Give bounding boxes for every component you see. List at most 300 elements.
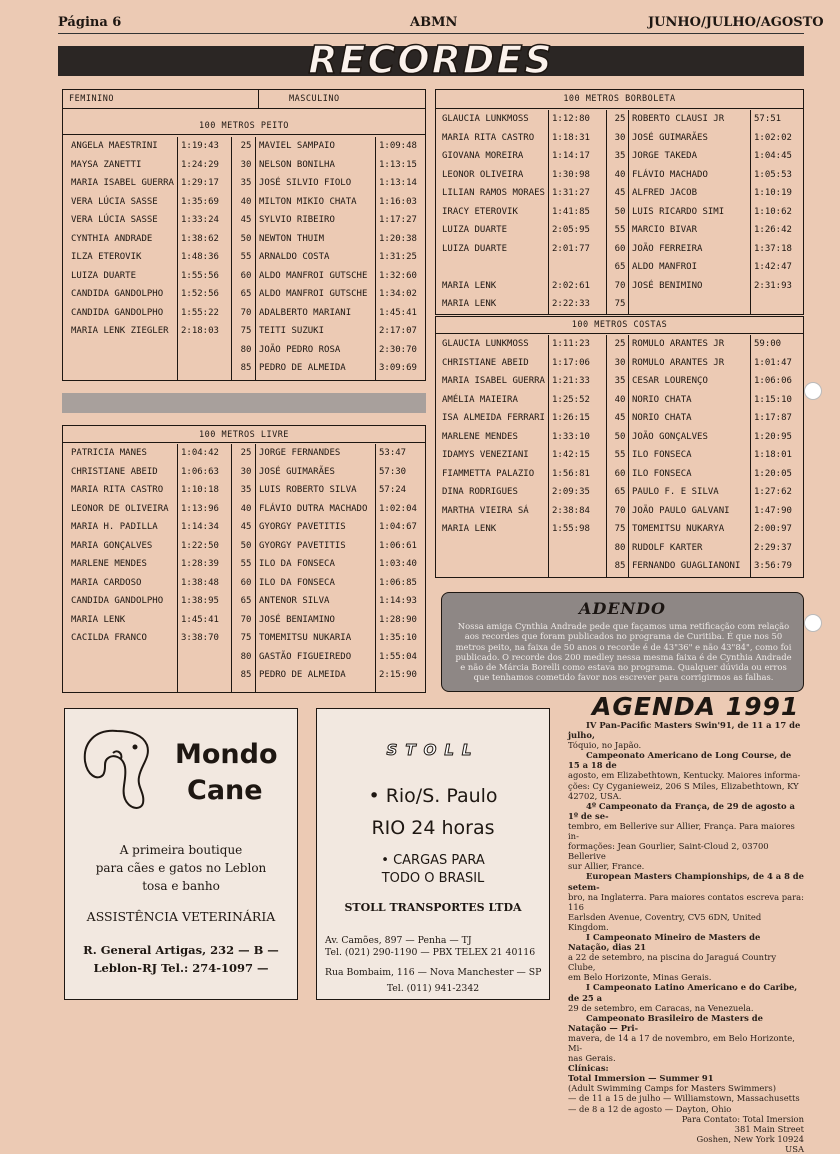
adendo-title: ADENDO xyxy=(579,599,666,618)
column-divider xyxy=(177,444,178,692)
male-swimmer: MARCIO BIVAR xyxy=(632,225,698,235)
agenda-line: I Campeonato Latino Americano e do Caribe, de 25 a xyxy=(568,982,798,1003)
female-swimmer: MARLENE MENDES xyxy=(442,431,518,442)
dog-logo-icon xyxy=(77,723,157,817)
male-swimmer: PAULO F. E SILVA xyxy=(632,487,719,497)
col-feminino: FEMININO xyxy=(69,94,114,104)
table-row xyxy=(436,446,803,464)
age-group: 35 xyxy=(614,376,626,386)
male-time: 1:04:45 xyxy=(754,151,792,161)
female-swimmer: MARIA ISABEL GUERRA xyxy=(442,376,545,386)
age-group: 30 xyxy=(240,159,252,170)
male-swimmer: FERNANDO GUAGLIANONI xyxy=(632,561,741,571)
table-row xyxy=(436,129,803,147)
agenda-line: mavera, de 14 a 17 de novembro, em Belo Horizonte, Mi- xyxy=(568,1032,795,1053)
age-group: 30 xyxy=(614,357,626,368)
age-group: 65 xyxy=(614,487,626,497)
table-row xyxy=(63,156,425,174)
agenda-line: bro, na Inglaterra. Para maiores contatos escreva para: 116 xyxy=(568,891,804,912)
age-group: 30 xyxy=(614,132,626,143)
male-swimmer: JOÃO PEDRO ROSA xyxy=(259,344,341,355)
age-group: 50 xyxy=(240,540,252,551)
col-masculino: MASCULINO xyxy=(289,94,340,104)
male-time: 1:45:41 xyxy=(379,307,417,318)
table-row xyxy=(63,574,425,592)
table-row xyxy=(436,502,803,520)
adendo-text: Nossa amiga Cynthia Andrade pede que façamos uma retificação com relação aos recordes que foram publicados no programa de Curitiba. É que nos 50 metros peito, na faixa de 50 anos o recorde é de 43"36" e não 43"84", como foi publicado. O recorde dos 200 medley nessa mesma faixa é de Cynthia Andrade e não de Márcia Borelli como estava no programa. Qualquer dúvida ou erros que tenhamos cometido favor nos escrever para corrigirmos as falhas. xyxy=(455,621,792,683)
male-swimmer: ALDO MANFROI GUTSCHE xyxy=(259,289,368,299)
age-group: 60 xyxy=(240,577,252,588)
column-divider xyxy=(177,137,178,380)
female-time: 1:42:15 xyxy=(552,450,590,460)
male-swimmer: JOSÉ GUIMARÃES xyxy=(259,466,335,477)
female-time: 1:19:43 xyxy=(181,141,219,151)
age-group: 30 xyxy=(240,466,252,477)
female-time: 1:22:50 xyxy=(181,540,219,551)
male-time: 53:47 xyxy=(379,448,407,458)
male-swimmer: ROMULO ARANTES JR xyxy=(632,339,725,349)
agenda-line: Total Immersion — Summer 91 xyxy=(568,1073,714,1084)
agenda-line: IV Pan-Pacific Masters Swin'91, de 11 a 17 de julho, xyxy=(568,720,801,741)
female-time: 1:11:23 xyxy=(552,339,590,349)
peito-title: 100 METROS PEITO xyxy=(199,121,289,131)
age-group: 25 xyxy=(240,448,252,458)
male-time: 1:13:15 xyxy=(379,159,417,170)
male-time: 2:17:07 xyxy=(379,326,417,336)
female-swimmer: DINA RODRIGUES xyxy=(442,487,518,497)
male-time: 1:26:42 xyxy=(754,225,792,235)
table-row xyxy=(63,359,425,377)
female-time: 1:38:95 xyxy=(181,596,219,606)
female-swimmer: MARIA GONÇALVES xyxy=(71,540,153,551)
table-row xyxy=(436,335,803,353)
table-row xyxy=(63,518,425,536)
table-row xyxy=(436,240,803,258)
female-swimmer: LUIZA DUARTE xyxy=(442,243,508,254)
male-swimmer: NORIO CHATA xyxy=(632,413,692,423)
age-group: 40 xyxy=(614,394,626,405)
agenda-line: nas Gerais. xyxy=(568,1053,616,1064)
male-swimmer: MAVIEL SAMPAIO xyxy=(259,141,335,151)
livre-title: 100 METROS LIVRE xyxy=(199,430,289,440)
stoll-company: STOLL TRANSPORTES LTDA xyxy=(344,901,522,914)
table-row xyxy=(63,341,425,359)
male-swimmer: JORGE TAKEDA xyxy=(632,151,698,161)
female-swimmer: MARIA H. PADILLA xyxy=(71,522,158,532)
male-swimmer: ALDO MANFROI GUTSCHE xyxy=(259,270,368,281)
male-time: 3:09:69 xyxy=(379,363,417,373)
female-swimmer: MARIA CARDOSO xyxy=(71,577,142,588)
female-time: 1:33:24 xyxy=(181,215,219,225)
male-swimmer: SYLVIO RIBEIRO xyxy=(259,215,335,225)
female-swimmer: MARIA RITA CASTRO xyxy=(71,485,164,495)
table-row xyxy=(436,428,803,446)
borboleta-title: 100 METROS BORBOLETA xyxy=(563,94,676,104)
table-row xyxy=(63,444,425,462)
male-swimmer: NORIO CHATA xyxy=(632,394,692,405)
male-swimmer: PEDRO DE ALMEIDA xyxy=(259,670,346,680)
female-swimmer: IDAMYS VENEZIANI xyxy=(442,450,529,460)
agenda-line: 4º Campeonato da França, de 29 de agosto a 1º de se- xyxy=(568,800,795,821)
female-time: 1:21:33 xyxy=(552,376,590,386)
table-100m-costas xyxy=(435,316,804,578)
female-time: 2:02:61 xyxy=(552,280,590,291)
stoll-line2: RIO 24 horas xyxy=(371,817,495,839)
age-group: 35 xyxy=(614,151,626,161)
male-time: 59:00 xyxy=(754,339,782,349)
agenda-title: AGENDA 1991 xyxy=(592,692,800,721)
female-time: 1:18:31 xyxy=(552,132,590,143)
binder-hole xyxy=(804,614,822,632)
adendo-box xyxy=(441,592,804,692)
female-time: 1:30:98 xyxy=(552,169,590,180)
column-divider xyxy=(548,110,549,314)
male-time: 1:20:38 xyxy=(379,233,417,244)
agenda-line: em Belo Horizonte, Minas Gerais. xyxy=(568,972,712,983)
female-swimmer: CYNTHIA ANDRADE xyxy=(71,233,153,244)
female-time: 2:38:84 xyxy=(552,505,590,516)
column-divider xyxy=(606,335,607,577)
female-time: 1:56:81 xyxy=(552,468,590,479)
male-time: 1:04:67 xyxy=(379,522,417,532)
male-swimmer: CESAR LOURENÇO xyxy=(632,376,708,386)
table-row xyxy=(63,137,425,155)
male-swimmer: ILO FONSECA xyxy=(632,450,692,460)
table-row xyxy=(436,409,803,427)
agenda-line: ções: Cy Cyganieweiz, 206 S Miles, Elizabethtown, KY xyxy=(568,780,799,791)
male-swimmer: TOMEMITSU NUKARYA xyxy=(632,524,725,534)
female-time: 1:55:22 xyxy=(181,307,219,318)
female-time: 2:01:77 xyxy=(552,243,590,254)
female-swimmer: GIOVANA MOREIRA xyxy=(442,151,524,161)
female-time: 1:52:56 xyxy=(181,289,219,299)
costas-title: 100 METROS COSTAS xyxy=(571,320,668,330)
male-swimmer: MILTON MIKIO CHATA xyxy=(259,196,357,207)
agenda-line: 29 de setembro, em Caracas, na Venezuela. xyxy=(568,1002,754,1013)
male-swimmer: FLÁVIO MACHADO xyxy=(632,169,708,180)
age-group: 40 xyxy=(614,169,626,180)
male-swimmer: NEWTON THUIM xyxy=(259,233,325,244)
table-row xyxy=(436,277,803,295)
male-swimmer: ADALBERTO MARIANI xyxy=(259,307,352,318)
female-swimmer: MARIA RITA CASTRO xyxy=(442,132,535,143)
female-time: 1:26:15 xyxy=(552,413,590,423)
male-swimmer: ARNALDO COSTA xyxy=(259,252,330,262)
male-time: 1:01:47 xyxy=(754,357,792,368)
age-group: 35 xyxy=(240,178,252,188)
table-row xyxy=(63,193,425,211)
binder-hole xyxy=(804,382,822,400)
table-row xyxy=(63,666,425,684)
table-row xyxy=(436,465,803,483)
agenda-line: European Masters Championships, de 4 a 8 de setem- xyxy=(568,871,804,892)
male-time: 1:02:02 xyxy=(754,132,792,143)
female-time: 2:18:03 xyxy=(181,326,219,336)
table-row xyxy=(63,555,425,573)
stoll-tel1: Tel. (021) 290-1190 — PBX TELEX 21 40116 xyxy=(325,947,536,958)
age-group: 70 xyxy=(614,505,626,516)
table-row xyxy=(436,557,803,575)
table-row xyxy=(63,463,425,481)
male-time: 1:03:40 xyxy=(379,559,417,569)
male-swimmer: GASTÃO FIGUEIREDO xyxy=(259,651,352,662)
column-divider xyxy=(255,444,256,692)
gray-divider xyxy=(62,393,426,413)
male-swimmer: LUIS ROBERTO SILVA xyxy=(259,485,357,495)
mondo-line4: ASSISTÊNCIA VETERINÁRIA xyxy=(86,909,276,924)
age-group: 85 xyxy=(240,363,252,373)
age-group: 60 xyxy=(240,270,252,281)
male-swimmer: JOSÉ SILVIO FIOLO xyxy=(259,178,352,188)
male-time: 1:09:48 xyxy=(379,141,417,151)
female-time: 1:28:39 xyxy=(181,559,219,569)
female-swimmer: ILZA ETEROVIK xyxy=(71,252,142,262)
column-divider xyxy=(231,444,232,692)
mondo-address: R. General Artigas, 232 — B — xyxy=(83,943,279,957)
age-group: 50 xyxy=(614,206,626,217)
age-group: 60 xyxy=(614,243,626,254)
male-time: 2:29:37 xyxy=(754,542,792,553)
magazine-name: ABMN xyxy=(410,15,458,30)
female-swimmer: MARIA LENK xyxy=(442,280,497,291)
female-time: 3:38:70 xyxy=(181,633,219,643)
male-time: 2:31:93 xyxy=(754,280,792,291)
male-time: 57:24 xyxy=(379,485,407,495)
female-swimmer: CANDIDA GANDOLPHO xyxy=(71,307,164,318)
age-group: 70 xyxy=(240,614,252,625)
age-group: 55 xyxy=(614,450,626,460)
mondo-line1: A primeira boutique xyxy=(119,843,243,857)
age-group: 80 xyxy=(240,651,252,662)
male-swimmer: PEDRO DE ALMEIDA xyxy=(259,363,346,373)
table-100m-borboleta xyxy=(435,89,804,315)
male-swimmer: NELSON BONILHA xyxy=(259,159,335,170)
male-time: 1:34:02 xyxy=(379,289,417,299)
female-time: 1:41:85 xyxy=(552,206,590,217)
female-swimmer: GLAUCIA LUNKMOSS xyxy=(442,339,529,349)
mondo-line2: para cães e gatos no Leblon xyxy=(95,861,267,875)
age-group: 25 xyxy=(614,114,626,124)
male-swimmer: ROBERTO CLAUSI JR xyxy=(632,114,725,124)
age-group: 40 xyxy=(240,196,252,207)
female-swimmer: CANDIDA GANDOLPHO xyxy=(71,596,164,606)
male-swimmer: RUDOLF KARTER xyxy=(632,542,703,553)
female-time: 1:12:80 xyxy=(552,114,590,124)
male-swimmer: TOMEMITSU NUKARIA xyxy=(259,633,352,643)
column-divider xyxy=(628,110,629,314)
female-swimmer: ANGELA MAESTRINI xyxy=(71,141,158,151)
table-row xyxy=(436,520,803,538)
male-time: 1:35:10 xyxy=(379,633,417,643)
table-row xyxy=(63,267,425,285)
age-group: 75 xyxy=(240,326,252,336)
female-time: 1:14:17 xyxy=(552,151,590,161)
mondo-line3: tosa e banho xyxy=(142,879,220,893)
table-row xyxy=(436,221,803,239)
stoll-addr2: Rua Bombaim, 116 — Nova Manchester — SP xyxy=(325,967,542,978)
male-swimmer: ILO FONSECA xyxy=(632,468,692,479)
cane-name: Cane xyxy=(187,775,263,806)
female-time: 1:06:63 xyxy=(181,466,219,477)
male-swimmer: JOSÉ GUIMARÃES xyxy=(632,132,708,143)
agenda-line: (Adult Swimming Camps for Masters Swimmers) xyxy=(568,1083,776,1094)
age-group: 45 xyxy=(614,188,626,198)
agenda-list xyxy=(568,720,804,1154)
female-time: 1:17:06 xyxy=(552,357,590,368)
male-swimmer: FLÁVIO DUTRA MACHADO xyxy=(259,503,368,514)
age-group: 40 xyxy=(240,503,252,514)
male-time: 1:17:27 xyxy=(379,215,417,225)
male-time: 1:28:90 xyxy=(379,614,417,625)
female-swimmer: MARIA LENK xyxy=(71,614,126,625)
male-time: 1:15:10 xyxy=(754,394,792,405)
age-group: 70 xyxy=(614,280,626,291)
female-time: 1:48:36 xyxy=(181,252,219,262)
male-swimmer: ILO DA FONSECA xyxy=(259,559,335,569)
female-time: 1:55:56 xyxy=(181,270,219,281)
male-swimmer: ALDO MANFROI xyxy=(632,262,698,272)
agenda-line: Campeonato Americano de Long Course, de 15 a 18 de xyxy=(568,750,792,771)
female-swimmer: LEONOR OLIVEIRA xyxy=(442,169,524,180)
age-group: 65 xyxy=(240,596,252,606)
female-time: 1:24:29 xyxy=(181,159,219,170)
male-time: 1:42:47 xyxy=(754,262,792,272)
male-time: 1:16:03 xyxy=(379,196,417,207)
male-time: 1:13:14 xyxy=(379,178,417,188)
male-time: 1:06:61 xyxy=(379,540,417,551)
male-time: 2:30:70 xyxy=(379,344,417,355)
male-time: 1:10:19 xyxy=(754,188,792,198)
male-time: 1:27:62 xyxy=(754,487,792,497)
age-group: 75 xyxy=(614,299,626,309)
table-row xyxy=(436,184,803,202)
male-time: 1:47:90 xyxy=(754,505,792,516)
table-row xyxy=(436,110,803,128)
female-swimmer: LEONOR DE OLIVEIRA xyxy=(71,503,169,514)
female-swimmer: LUIZA DUARTE xyxy=(442,225,508,235)
male-time: 1:14:93 xyxy=(379,596,417,606)
male-time: 1:18:01 xyxy=(754,450,792,460)
male-time: 1:20:05 xyxy=(754,468,792,479)
female-swimmer: PATRICIA MANES xyxy=(71,448,147,458)
male-time: 1:10:62 xyxy=(754,206,792,217)
female-time: 1:38:48 xyxy=(181,577,219,588)
female-swimmer: MARIA ISABEL GUERRA xyxy=(71,178,174,188)
table-row xyxy=(63,304,425,322)
male-time: 3:56:79 xyxy=(754,561,792,571)
agenda-line: formações: Jean Gourlier, Saint-Cloud 2, 03700 Bellerive xyxy=(568,841,769,862)
male-swimmer: ANTENOR SILVA xyxy=(259,596,330,606)
female-swimmer: MARIA LENK ZIEGLER xyxy=(71,326,169,336)
female-swimmer: GLAUCIA LUNKMOSS xyxy=(442,114,529,124)
table-row xyxy=(436,295,803,313)
female-swimmer: MARIA LENK xyxy=(442,524,497,534)
agenda-line: tembro, em Bellerive sur Allier, França. Para maiores in- xyxy=(568,820,795,842)
female-swimmer: ISA ALMEIDA FERRARI xyxy=(442,413,545,423)
table-row xyxy=(436,258,803,276)
table-row xyxy=(436,539,803,557)
age-group: 25 xyxy=(240,141,252,151)
male-swimmer: GYORGY PAVETITIS xyxy=(259,522,346,532)
female-time: 1:55:98 xyxy=(552,524,590,534)
male-swimmer: GYORGY PAVETITIS xyxy=(259,540,346,551)
table-row xyxy=(63,481,425,499)
age-group: 80 xyxy=(614,542,626,553)
age-group: 80 xyxy=(240,344,252,355)
stoll-ad xyxy=(316,708,550,1000)
male-time: 57:51 xyxy=(754,114,782,124)
male-time: 1:37:18 xyxy=(754,243,792,254)
male-time: 1:55:04 xyxy=(379,651,417,662)
stoll-tel2: Tel. (011) 941-2342 xyxy=(386,983,480,994)
table-row xyxy=(63,592,425,610)
mondo-name: Mondo xyxy=(175,739,278,770)
table-row xyxy=(63,500,425,518)
male-time: 1:17:87 xyxy=(754,413,792,423)
male-time: 1:32:60 xyxy=(379,270,417,281)
age-group: 75 xyxy=(614,524,626,534)
female-swimmer: MAYSA ZANETTI xyxy=(71,159,142,170)
age-group: 60 xyxy=(614,468,626,479)
female-swimmer: LILIAN RAMOS MORAES xyxy=(442,188,545,198)
female-swimmer: CACILDA FRANCO xyxy=(71,633,147,643)
female-time: 2:22:33 xyxy=(552,299,590,309)
male-swimmer: JORGE FERNANDES xyxy=(259,448,341,458)
male-swimmer: ROMULO ARANTES JR xyxy=(632,357,725,368)
female-time: 1:14:34 xyxy=(181,522,219,532)
male-swimmer: JOSÉ BENIAMINO xyxy=(259,614,335,625)
female-time: 1:04:42 xyxy=(181,448,219,458)
page-number: Página 6 xyxy=(58,15,122,30)
male-swimmer: JOÃO GONÇALVES xyxy=(632,431,708,442)
mondo-cane-ad xyxy=(64,708,298,1000)
age-group: 50 xyxy=(240,233,252,244)
female-time: 1:38:62 xyxy=(181,233,219,244)
agenda-line: I Campeonato Mineiro de Masters de Natação, dias 21 xyxy=(568,931,761,953)
recordes-banner xyxy=(58,38,804,82)
age-group: 65 xyxy=(240,289,252,299)
age-group: 85 xyxy=(240,670,252,680)
male-swimmer: ILO DA FONSECA xyxy=(259,577,335,588)
male-time: 57:30 xyxy=(379,466,407,477)
age-group: 55 xyxy=(240,252,252,262)
column-divider xyxy=(628,335,629,577)
male-swimmer: JOÃO FERREIRA xyxy=(632,243,703,254)
header-rule xyxy=(58,33,804,34)
female-swimmer: CHRISTIANE ABEID xyxy=(71,466,158,477)
agenda-line: Tóquio, no Japão. xyxy=(568,740,642,751)
table-row xyxy=(436,203,803,221)
female-time: 1:35:69 xyxy=(181,196,219,207)
female-time: 1:33:10 xyxy=(552,431,590,442)
female-swimmer: MARIA LENK xyxy=(442,299,497,309)
column-divider xyxy=(255,137,256,380)
column-divider xyxy=(606,110,607,314)
table-row xyxy=(436,483,803,501)
female-time: 1:25:52 xyxy=(552,394,590,405)
column-divider xyxy=(231,137,232,380)
agenda-line: — de 8 a 12 de agosto — Dayton, Ohio xyxy=(568,1103,732,1114)
female-time: 2:09:35 xyxy=(552,487,590,497)
table-row xyxy=(63,248,425,266)
stoll-line3: • CARGAS PARA xyxy=(381,853,485,868)
agenda-line: sur Allier, France. xyxy=(568,861,645,872)
age-group: 45 xyxy=(240,215,252,225)
age-group: 45 xyxy=(614,413,626,423)
mondo-phone: Leblon-RJ Tel.: 274-1097 — xyxy=(93,961,269,975)
agenda-line: Goshen, New York 10924 xyxy=(696,1133,804,1144)
agenda-line: Para Contato: Total Imersion xyxy=(681,1113,804,1124)
